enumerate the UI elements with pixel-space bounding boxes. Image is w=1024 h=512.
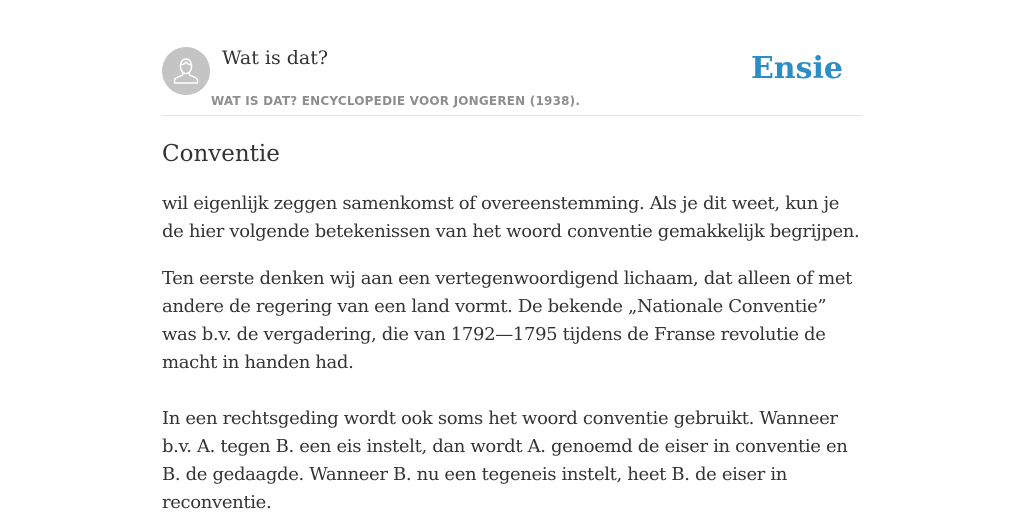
article-paragraph: Ten eerste denken wij aan een vertegenwoordigend lichaam, dat alleen of met andere de regering van een land vormt. De bekende „Nationale Conventie” was b.v. de vergadering, die van 1792—1795 tijdens de Franse revolutie de macht in handen had. [162,268,853,373]
article-paragraph: wil eigenlijk zeggen samenkomst of overeenstemming. Als je dit weet, kun je de hier volgende betekenissen van het woord conventie gemakkelijk begrijpen. [162,193,860,242]
user-silhouette-icon [162,47,210,95]
article [162,138,862,512]
source-title[interactable]: Wat is dat? [222,47,329,69]
ensie-logo[interactable]: Ensie [750,51,843,86]
source-header [162,0,862,116]
source-subtitle[interactable]: WAT IS DAT? ENCYCLOPEDIE VOOR JONGEREN (1938). [211,94,581,108]
source-avatar[interactable] [162,47,210,95]
article-title: Conventie [162,141,280,167]
article-paragraph: In een rechtsgeding wordt ook soms het woord conventie gebruikt. Wanneer b.v. A. tegen B. een eis instelt, dan wordt A. genoemd de eiser in conventie en B. de gedaagde. Wanneer B. nu een tegeneis instelt, heet B. de eiser in reconventie. [162,408,848,512]
